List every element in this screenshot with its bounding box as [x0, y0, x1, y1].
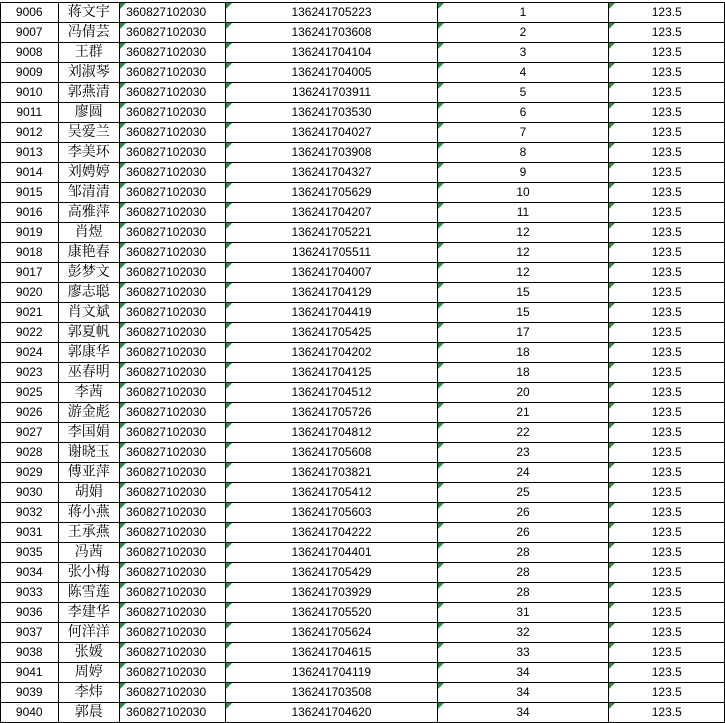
table-row	[1, 443, 725, 463]
cell-name[interactable]: 张小梅	[58, 563, 120, 583]
table-row	[1, 703, 725, 723]
cell-exam[interactable]: 136241704222	[226, 523, 437, 543]
cell-id[interactable]: 9037	[1, 623, 59, 643]
cell-rank[interactable]: 18	[437, 363, 609, 383]
table-row	[1, 683, 725, 703]
cell-code[interactable]: 360827102030	[120, 183, 226, 203]
cell-rank[interactable]: 7	[437, 123, 609, 143]
table-row	[1, 123, 725, 143]
cell-exam[interactable]: 136241704202	[226, 343, 437, 363]
cell-name[interactable]: 冯倩芸	[58, 23, 120, 43]
cell-rank[interactable]: 26	[437, 503, 609, 523]
cell-score[interactable]: 123.5	[609, 283, 725, 303]
cell-score[interactable]: 123.5	[609, 443, 725, 463]
cell-id[interactable]: 9030	[1, 483, 59, 503]
cell-code[interactable]: 360827102030	[120, 383, 226, 403]
cell-code[interactable]: 360827102030	[120, 283, 226, 303]
table-row	[1, 3, 725, 23]
cell-rank[interactable]: 11	[437, 203, 609, 223]
cell-exam[interactable]: 136241704005	[226, 63, 437, 83]
cell-code[interactable]: 360827102030	[120, 23, 226, 43]
cell-code[interactable]: 360827102030	[120, 523, 226, 543]
cell-code[interactable]: 360827102030	[120, 623, 226, 643]
cell-code[interactable]: 360827102030	[120, 303, 226, 323]
cell-id[interactable]: 9020	[1, 283, 59, 303]
cell-id[interactable]: 9034	[1, 563, 59, 583]
cell-exam[interactable]: 136241703608	[226, 23, 437, 43]
cell-id[interactable]: 9016	[1, 203, 59, 223]
cell-code[interactable]: 360827102030	[120, 103, 226, 123]
cell-rank[interactable]: 15	[437, 303, 609, 323]
table-row	[1, 583, 725, 603]
cell-code[interactable]: 360827102030	[120, 3, 226, 23]
cell-rank[interactable]: 23	[437, 443, 609, 463]
cell-id[interactable]: 9012	[1, 123, 59, 143]
cell-name[interactable]: 王群	[58, 43, 120, 63]
cell-rank[interactable]: 9	[437, 163, 609, 183]
cell-score[interactable]: 123.5	[609, 703, 725, 723]
cell-rank[interactable]: 28	[437, 563, 609, 583]
cell-rank[interactable]: 28	[437, 583, 609, 603]
cell-id[interactable]: 9039	[1, 683, 59, 703]
cell-score[interactable]: 123.5	[609, 63, 725, 83]
table-row	[1, 383, 725, 403]
cell-id[interactable]: 9023	[1, 363, 59, 383]
table-row	[1, 463, 725, 483]
cell-name[interactable]: 傅亚萍	[58, 463, 120, 483]
data-table	[0, 2, 725, 723]
cell-name[interactable]: 郭夏帆	[58, 323, 120, 343]
table-row	[1, 523, 725, 543]
cell-id[interactable]: 9026	[1, 403, 59, 423]
cell-exam[interactable]: 136241705429	[226, 563, 437, 583]
cell-rank[interactable]: 28	[437, 543, 609, 563]
cell-name[interactable]: 巫春明	[58, 363, 120, 383]
cell-name[interactable]: 李炜	[58, 683, 120, 703]
table-row	[1, 483, 725, 503]
cell-score[interactable]: 123.5	[609, 423, 725, 443]
cell-id[interactable]: 9028	[1, 443, 59, 463]
cell-name[interactable]: 高雅萍	[58, 203, 120, 223]
cell-id[interactable]: 9015	[1, 183, 59, 203]
cell-name[interactable]: 蒋文宇	[58, 3, 120, 23]
cell-rank[interactable]: 34	[437, 663, 609, 683]
cell-rank[interactable]: 5	[437, 83, 609, 103]
cell-exam[interactable]: 136241704104	[226, 43, 437, 63]
cell-name[interactable]: 刘淑琴	[58, 63, 120, 83]
cell-exam[interactable]: 136241703508	[226, 683, 437, 703]
cell-code[interactable]: 360827102030	[120, 363, 226, 383]
cell-code[interactable]: 360827102030	[120, 83, 226, 103]
cell-rank[interactable]: 34	[437, 703, 609, 723]
table-row	[1, 83, 725, 103]
cell-name[interactable]: 李茜	[58, 383, 120, 403]
table-row	[1, 563, 725, 583]
cell-rank[interactable]: 33	[437, 643, 609, 663]
cell-score[interactable]: 123.5	[609, 363, 725, 383]
table-row	[1, 643, 725, 663]
cell-code[interactable]: 360827102030	[120, 403, 226, 423]
cell-rank[interactable]: 12	[437, 223, 609, 243]
cell-name[interactable]: 李建华	[58, 603, 120, 623]
cell-id[interactable]: 9009	[1, 63, 59, 83]
cell-exam[interactable]: 136241703821	[226, 463, 437, 483]
cell-exam[interactable]: 136241704027	[226, 123, 437, 143]
cell-score[interactable]: 123.5	[609, 663, 725, 683]
cell-id[interactable]: 9017	[1, 263, 59, 283]
cell-score[interactable]: 123.5	[609, 603, 725, 623]
cell-id[interactable]: 9022	[1, 323, 59, 343]
cell-rank[interactable]: 8	[437, 143, 609, 163]
cell-id[interactable]: 9025	[1, 383, 59, 403]
cell-id[interactable]: 9029	[1, 463, 59, 483]
cell-score[interactable]: 123.5	[609, 3, 725, 23]
cell-score[interactable]: 123.5	[609, 463, 725, 483]
cell-rank[interactable]: 22	[437, 423, 609, 443]
cell-code[interactable]: 360827102030	[120, 163, 226, 183]
cell-score[interactable]: 123.5	[609, 343, 725, 363]
cell-rank[interactable]: 32	[437, 623, 609, 643]
table-row	[1, 423, 725, 443]
cell-score[interactable]: 123.5	[609, 163, 725, 183]
table-row	[1, 603, 725, 623]
cell-exam[interactable]: 136241705425	[226, 323, 437, 343]
cell-rank[interactable]: 4	[437, 63, 609, 83]
cell-name[interactable]: 邹清清	[58, 183, 120, 203]
cell-exam[interactable]: 136241703908	[226, 143, 437, 163]
table-row	[1, 663, 725, 683]
cell-score[interactable]: 123.5	[609, 523, 725, 543]
cell-code[interactable]: 360827102030	[120, 683, 226, 703]
cell-score[interactable]: 123.5	[609, 643, 725, 663]
cell-code[interactable]: 360827102030	[120, 223, 226, 243]
table-row	[1, 103, 725, 123]
spreadsheet-grid	[0, 2, 725, 723]
cell-name[interactable]: 刘娉婷	[58, 163, 120, 183]
table-row	[1, 323, 725, 343]
cell-exam[interactable]: 136241704620	[226, 703, 437, 723]
table-row	[1, 283, 725, 303]
cell-score[interactable]: 123.5	[609, 503, 725, 523]
cell-score[interactable]: 123.5	[609, 583, 725, 603]
table-row	[1, 183, 725, 203]
cell-rank[interactable]: 20	[437, 383, 609, 403]
table-row	[1, 623, 725, 643]
cell-exam[interactable]: 136241704327	[226, 163, 437, 183]
cell-exam[interactable]: 136241705221	[226, 223, 437, 243]
table-row	[1, 303, 725, 323]
table-row	[1, 263, 725, 283]
cell-exam[interactable]: 136241705608	[226, 443, 437, 463]
cell-exam[interactable]: 136241704129	[226, 283, 437, 303]
cell-id[interactable]: 9038	[1, 643, 59, 663]
cell-score[interactable]: 123.5	[609, 223, 725, 243]
cell-score[interactable]: 123.5	[609, 563, 725, 583]
cell-rank[interactable]: 18	[437, 343, 609, 363]
cell-id[interactable]: 9032	[1, 503, 59, 523]
cell-exam[interactable]: 136241704119	[226, 663, 437, 683]
table-row	[1, 43, 725, 63]
cell-score[interactable]: 123.5	[609, 323, 725, 343]
cell-code[interactable]: 360827102030	[120, 43, 226, 63]
cell-score[interactable]: 123.5	[609, 303, 725, 323]
cell-name[interactable]: 肖文斌	[58, 303, 120, 323]
cell-code[interactable]: 360827102030	[120, 123, 226, 143]
table-row	[1, 163, 725, 183]
cell-score[interactable]: 123.5	[609, 43, 725, 63]
table-row	[1, 143, 725, 163]
cell-score[interactable]: 123.5	[609, 403, 725, 423]
cell-id[interactable]: 9027	[1, 423, 59, 443]
cell-code[interactable]: 360827102030	[120, 583, 226, 603]
cell-id[interactable]: 9031	[1, 523, 59, 543]
cell-exam[interactable]: 136241705726	[226, 403, 437, 423]
cell-name[interactable]: 张媛	[58, 643, 120, 663]
cell-code[interactable]: 360827102030	[120, 263, 226, 283]
table-row	[1, 363, 725, 383]
cell-name[interactable]: 谢晓玉	[58, 443, 120, 463]
cell-code[interactable]: 360827102030	[120, 143, 226, 163]
cell-exam[interactable]: 136241705412	[226, 483, 437, 503]
cell-exam[interactable]: 136241703911	[226, 83, 437, 103]
cell-code[interactable]: 360827102030	[120, 643, 226, 663]
cell-id[interactable]: 9040	[1, 703, 59, 723]
cell-code[interactable]: 360827102030	[120, 423, 226, 443]
cell-score[interactable]: 123.5	[609, 543, 725, 563]
cell-exam[interactable]: 136241704401	[226, 543, 437, 563]
cell-rank[interactable]: 25	[437, 483, 609, 503]
cell-score[interactable]: 123.5	[609, 23, 725, 43]
cell-name[interactable]: 廖志聪	[58, 283, 120, 303]
cell-name[interactable]: 王承燕	[58, 523, 120, 543]
cell-name[interactable]: 彭梦文	[58, 263, 120, 283]
cell-id[interactable]: 9041	[1, 663, 59, 683]
cell-exam[interactable]: 136241704125	[226, 363, 437, 383]
cell-code[interactable]: 360827102030	[120, 343, 226, 363]
cell-id[interactable]: 9036	[1, 603, 59, 623]
cell-rank[interactable]: 2	[437, 23, 609, 43]
cell-code[interactable]: 360827102030	[120, 543, 226, 563]
cell-code[interactable]: 360827102030	[120, 503, 226, 523]
cell-rank[interactable]: 12	[437, 243, 609, 263]
cell-rank[interactable]: 3	[437, 43, 609, 63]
table-body	[1, 3, 725, 723]
cell-score[interactable]: 123.5	[609, 623, 725, 643]
cell-id[interactable]: 9006	[1, 3, 59, 23]
cell-name[interactable]: 郭晨	[58, 703, 120, 723]
cell-rank[interactable]: 1	[437, 3, 609, 23]
cell-name[interactable]: 李美环	[58, 143, 120, 163]
cell-exam[interactable]: 136241704207	[226, 203, 437, 223]
cell-name[interactable]: 廖圆	[58, 103, 120, 123]
cell-score[interactable]: 123.5	[609, 263, 725, 283]
cell-code[interactable]: 360827102030	[120, 323, 226, 343]
cell-name[interactable]: 吴爱兰	[58, 123, 120, 143]
cell-rank[interactable]: 31	[437, 603, 609, 623]
cell-name[interactable]: 郭康华	[58, 343, 120, 363]
cell-rank[interactable]: 24	[437, 463, 609, 483]
cell-name[interactable]: 李国娟	[58, 423, 120, 443]
cell-exam[interactable]: 136241705223	[226, 3, 437, 23]
cell-exam[interactable]: 136241705520	[226, 603, 437, 623]
cell-score[interactable]: 123.5	[609, 83, 725, 103]
cell-name[interactable]: 蒋小燕	[58, 503, 120, 523]
cell-rank[interactable]: 12	[437, 263, 609, 283]
cell-exam[interactable]: 136241705511	[226, 243, 437, 263]
cell-id[interactable]: 9011	[1, 103, 59, 123]
cell-name[interactable]: 陈雪莲	[58, 583, 120, 603]
cell-rank[interactable]: 21	[437, 403, 609, 423]
cell-code[interactable]: 360827102030	[120, 203, 226, 223]
cell-rank[interactable]: 15	[437, 283, 609, 303]
cell-rank[interactable]: 10	[437, 183, 609, 203]
cell-name[interactable]: 胡娟	[58, 483, 120, 503]
cell-score[interactable]: 123.5	[609, 243, 725, 263]
cell-id[interactable]: 9010	[1, 83, 59, 103]
cell-score[interactable]: 123.5	[609, 143, 725, 163]
cell-exam[interactable]: 136241704812	[226, 423, 437, 443]
table-row	[1, 63, 725, 83]
cell-score[interactable]: 123.5	[609, 183, 725, 203]
table-row	[1, 503, 725, 523]
table-row	[1, 243, 725, 263]
cell-exam[interactable]: 136241704007	[226, 263, 437, 283]
cell-rank[interactable]: 26	[437, 523, 609, 543]
cell-code[interactable]: 360827102030	[120, 463, 226, 483]
cell-rank[interactable]: 6	[437, 103, 609, 123]
cell-name[interactable]: 康艳春	[58, 243, 120, 263]
cell-id[interactable]: 9018	[1, 243, 59, 263]
cell-name[interactable]: 郭燕清	[58, 83, 120, 103]
cell-id[interactable]: 9019	[1, 223, 59, 243]
cell-code[interactable]: 360827102030	[120, 663, 226, 683]
cell-code[interactable]: 360827102030	[120, 243, 226, 263]
cell-id[interactable]: 9035	[1, 543, 59, 563]
cell-score[interactable]: 123.5	[609, 103, 725, 123]
cell-name[interactable]: 肖煜	[58, 223, 120, 243]
cell-name[interactable]: 周婷	[58, 663, 120, 683]
cell-exam[interactable]: 136241704419	[226, 303, 437, 323]
table-row	[1, 23, 725, 43]
cell-code[interactable]: 360827102030	[120, 563, 226, 583]
cell-code[interactable]: 360827102030	[120, 63, 226, 83]
cell-exam[interactable]: 136241704512	[226, 383, 437, 403]
cell-exam[interactable]: 136241705624	[226, 623, 437, 643]
cell-id[interactable]: 9008	[1, 43, 59, 63]
cell-score[interactable]: 123.5	[609, 203, 725, 223]
cell-name[interactable]: 何洋洋	[58, 623, 120, 643]
cell-code[interactable]: 360827102030	[120, 603, 226, 623]
cell-name[interactable]: 游金彪	[58, 403, 120, 423]
cell-id[interactable]: 9033	[1, 583, 59, 603]
cell-id[interactable]: 9021	[1, 303, 59, 323]
cell-exam[interactable]: 136241703929	[226, 583, 437, 603]
cell-exam[interactable]: 136241705603	[226, 503, 437, 523]
cell-score[interactable]: 123.5	[609, 683, 725, 703]
table-row	[1, 203, 725, 223]
cell-name[interactable]: 冯茜	[58, 543, 120, 563]
cell-id[interactable]: 9007	[1, 23, 59, 43]
cell-exam[interactable]: 136241704615	[226, 643, 437, 663]
table-row	[1, 543, 725, 563]
cell-rank[interactable]: 34	[437, 683, 609, 703]
cell-id[interactable]: 9024	[1, 343, 59, 363]
cell-code[interactable]: 360827102030	[120, 443, 226, 463]
cell-rank[interactable]: 17	[437, 323, 609, 343]
cell-score[interactable]: 123.5	[609, 383, 725, 403]
cell-exam[interactable]: 136241703530	[226, 103, 437, 123]
cell-id[interactable]: 9014	[1, 163, 59, 183]
cell-code[interactable]: 360827102030	[120, 483, 226, 503]
table-row	[1, 223, 725, 243]
cell-score[interactable]: 123.5	[609, 123, 725, 143]
cell-score[interactable]: 123.5	[609, 483, 725, 503]
table-row	[1, 343, 725, 363]
cell-exam[interactable]: 136241705629	[226, 183, 437, 203]
cell-id[interactable]: 9013	[1, 143, 59, 163]
table-row	[1, 403, 725, 423]
cell-code[interactable]: 360827102030	[120, 703, 226, 723]
